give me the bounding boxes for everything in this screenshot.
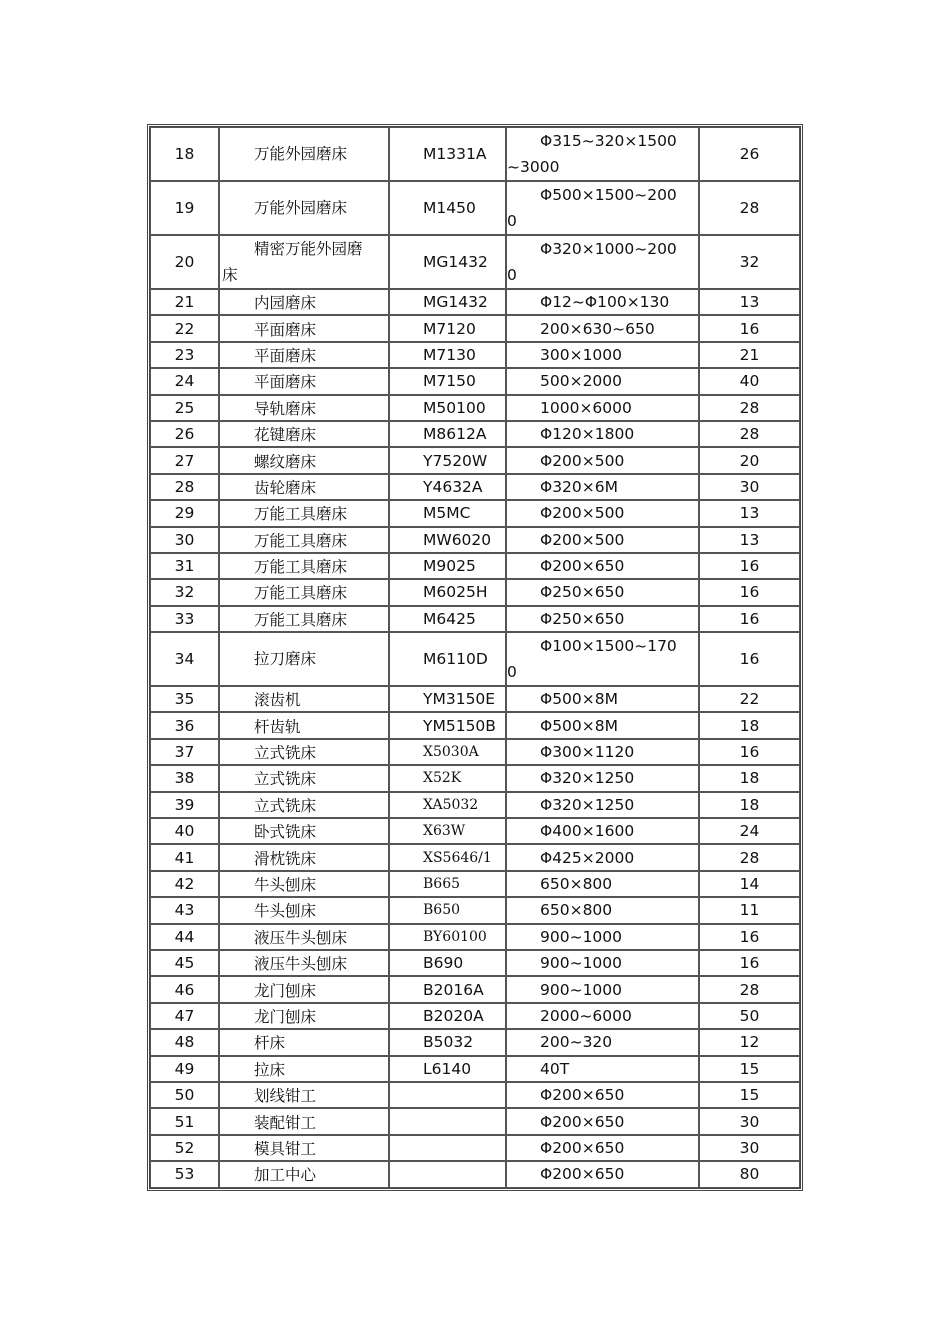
table-row xyxy=(150,500,800,526)
machine-name: 加工中心 xyxy=(219,1161,389,1187)
machine-value: 50 xyxy=(699,1003,800,1029)
machine-model: M9025 xyxy=(389,553,506,579)
table-row xyxy=(150,447,800,473)
table-row xyxy=(150,1003,800,1029)
machine-name: 内园磨床 xyxy=(219,289,389,315)
table-row xyxy=(150,871,800,897)
machine-name: 杆床 xyxy=(219,1029,389,1055)
machine-spec: Φ320×1250 xyxy=(506,792,699,818)
table-row xyxy=(150,181,800,235)
machine-model: M1331A xyxy=(389,127,506,181)
machine-model xyxy=(389,1161,506,1187)
machine-value: 28 xyxy=(699,976,800,1002)
row-number: 18 xyxy=(150,127,219,181)
row-number: 39 xyxy=(150,792,219,818)
machine-model: X52K xyxy=(389,765,506,791)
table-row xyxy=(150,897,800,923)
machine-value: 30 xyxy=(699,474,800,500)
row-number: 28 xyxy=(150,474,219,500)
machine-value: 30 xyxy=(699,1108,800,1134)
row-number: 19 xyxy=(150,181,219,235)
machine-model: B2016A xyxy=(389,976,506,1002)
row-number: 29 xyxy=(150,500,219,526)
row-number: 26 xyxy=(150,421,219,447)
table-row xyxy=(150,368,800,394)
spec-line: Φ320×1000~200 xyxy=(540,240,677,258)
row-number: 25 xyxy=(150,395,219,421)
table-row xyxy=(150,924,800,950)
machine-value: 12 xyxy=(699,1029,800,1055)
table-row xyxy=(150,235,800,289)
machine-spec: 900~1000 xyxy=(506,924,699,950)
row-number: 36 xyxy=(150,712,219,738)
table-row xyxy=(150,712,800,738)
machine-value: 24 xyxy=(699,818,800,844)
machine-spec: Φ400×1600 xyxy=(506,818,699,844)
machine-value: 30 xyxy=(699,1135,800,1161)
machine-spec: 300×1000 xyxy=(506,342,699,368)
row-number: 41 xyxy=(150,844,219,870)
machine-value: 18 xyxy=(699,765,800,791)
machine-spec xyxy=(506,181,699,235)
machine-model: B2020A xyxy=(389,1003,506,1029)
machine-spec: Φ200×650 xyxy=(506,1161,699,1187)
machine-name: 导轨磨床 xyxy=(219,395,389,421)
machine-name xyxy=(219,235,389,289)
table-row xyxy=(150,606,800,632)
machine-value: 21 xyxy=(699,342,800,368)
machine-value: 28 xyxy=(699,421,800,447)
machine-spec: 200×630~650 xyxy=(506,315,699,341)
table-row xyxy=(150,421,800,447)
table-row xyxy=(150,686,800,712)
machine-model xyxy=(389,1135,506,1161)
spec-line: Φ315~320×1500 xyxy=(540,132,677,150)
machine-name: 装配钳工 xyxy=(219,1108,389,1134)
machine-spec: Φ200×650 xyxy=(506,1108,699,1134)
machine-spec: Φ425×2000 xyxy=(506,844,699,870)
spec-line: ~3000 xyxy=(507,158,560,176)
machine-name: 平面磨床 xyxy=(219,368,389,394)
machine-value: 16 xyxy=(699,579,800,605)
row-number: 27 xyxy=(150,447,219,473)
machine-name: 齿轮磨床 xyxy=(219,474,389,500)
machine-model: YM3150E xyxy=(389,686,506,712)
table-row xyxy=(150,976,800,1002)
machine-model: B665 xyxy=(389,871,506,897)
machine-name: 划线钳工 xyxy=(219,1082,389,1108)
machine-model: M7150 xyxy=(389,368,506,394)
machine-value: 16 xyxy=(699,739,800,765)
machine-name: 万能外园磨床 xyxy=(219,181,389,235)
machine-value: 18 xyxy=(699,712,800,738)
machine-spec: Φ500×8M xyxy=(506,712,699,738)
row-number: 50 xyxy=(150,1082,219,1108)
table-row xyxy=(150,739,800,765)
machine-value: 28 xyxy=(699,844,800,870)
machine-name: 立式铣床 xyxy=(219,765,389,791)
machine-spec: Φ200×500 xyxy=(506,527,699,553)
machine-name: 万能工具磨床 xyxy=(219,553,389,579)
machine-name: 花键磨床 xyxy=(219,421,389,447)
machine-value: 22 xyxy=(699,686,800,712)
machine-name: 滚齿机 xyxy=(219,686,389,712)
machine-spec: Φ120×1800 xyxy=(506,421,699,447)
machine-model: B690 xyxy=(389,950,506,976)
row-number: 34 xyxy=(150,632,219,686)
table-row xyxy=(150,1082,800,1108)
machine-name: 卧式铣床 xyxy=(219,818,389,844)
row-number: 23 xyxy=(150,342,219,368)
machine-name: 万能工具磨床 xyxy=(219,579,389,605)
table-row xyxy=(150,1056,800,1082)
row-number: 37 xyxy=(150,739,219,765)
machine-model: M7130 xyxy=(389,342,506,368)
machine-value: 26 xyxy=(699,127,800,181)
machine-name: 万能工具磨床 xyxy=(219,527,389,553)
spec-line: Φ500×1500~200 xyxy=(540,186,677,204)
row-number: 35 xyxy=(150,686,219,712)
row-number: 24 xyxy=(150,368,219,394)
machine-spec xyxy=(506,632,699,686)
machine-name: 龙门刨床 xyxy=(219,1003,389,1029)
machine-name: 牛头刨床 xyxy=(219,871,389,897)
machine-spec: Φ200×650 xyxy=(506,1135,699,1161)
machine-value: 16 xyxy=(699,632,800,686)
machine-model: M5MC xyxy=(389,500,506,526)
machine-spec: Φ200×650 xyxy=(506,1082,699,1108)
name-line: 床 xyxy=(222,266,238,284)
machine-model: MW6020 xyxy=(389,527,506,553)
machine-model xyxy=(389,1108,506,1134)
machine-name: 拉刀磨床 xyxy=(219,632,389,686)
machine-value: 32 xyxy=(699,235,800,289)
spec-line: 0 xyxy=(507,212,517,230)
row-number: 40 xyxy=(150,818,219,844)
equipment-table xyxy=(147,124,803,1191)
machine-spec: 500×2000 xyxy=(506,368,699,394)
row-number: 42 xyxy=(150,871,219,897)
machine-spec: Φ250×650 xyxy=(506,606,699,632)
row-number: 46 xyxy=(150,976,219,1002)
row-number: 52 xyxy=(150,1135,219,1161)
machine-name: 立式铣床 xyxy=(219,792,389,818)
machine-spec: Φ300×1120 xyxy=(506,739,699,765)
machine-spec: Φ200×650 xyxy=(506,553,699,579)
machine-spec: Φ320×1250 xyxy=(506,765,699,791)
machine-spec: 900~1000 xyxy=(506,950,699,976)
machine-model: B5032 xyxy=(389,1029,506,1055)
machine-name: 滑枕铣床 xyxy=(219,844,389,870)
machine-model: Y7520W xyxy=(389,447,506,473)
machine-spec xyxy=(506,127,699,181)
row-number: 43 xyxy=(150,897,219,923)
machine-model: X5030A xyxy=(389,739,506,765)
table-row xyxy=(150,127,800,181)
table-row xyxy=(150,844,800,870)
machine-value: 16 xyxy=(699,924,800,950)
machine-spec: 2000~6000 xyxy=(506,1003,699,1029)
machine-spec: Φ320×6M xyxy=(506,474,699,500)
machine-model: M7120 xyxy=(389,315,506,341)
row-number: 32 xyxy=(150,579,219,605)
machine-spec: 900~1000 xyxy=(506,976,699,1002)
table-row xyxy=(150,342,800,368)
row-number: 30 xyxy=(150,527,219,553)
machine-model: M6110D xyxy=(389,632,506,686)
row-number: 22 xyxy=(150,315,219,341)
machine-spec: 40T xyxy=(506,1056,699,1082)
machine-name: 平面磨床 xyxy=(219,342,389,368)
machine-model: X63W xyxy=(389,818,506,844)
table-row xyxy=(150,1029,800,1055)
table-row xyxy=(150,579,800,605)
table-row xyxy=(150,818,800,844)
table-row xyxy=(150,1161,800,1187)
machine-name: 万能工具磨床 xyxy=(219,500,389,526)
machine-spec: 1000×6000 xyxy=(506,395,699,421)
machine-spec: Φ500×8M xyxy=(506,686,699,712)
machine-value: 28 xyxy=(699,181,800,235)
row-number: 33 xyxy=(150,606,219,632)
machine-name: 螺纹磨床 xyxy=(219,447,389,473)
row-number: 45 xyxy=(150,950,219,976)
machine-model: Y4632A xyxy=(389,474,506,500)
row-number: 51 xyxy=(150,1108,219,1134)
machine-model: XS5646/1 xyxy=(389,844,506,870)
row-number: 21 xyxy=(150,289,219,315)
machine-model: XA5032 xyxy=(389,792,506,818)
machine-value: 14 xyxy=(699,871,800,897)
row-number: 48 xyxy=(150,1029,219,1055)
table-row xyxy=(150,315,800,341)
machine-value: 13 xyxy=(699,500,800,526)
machine-name: 液压牛头刨床 xyxy=(219,950,389,976)
machine-value: 15 xyxy=(699,1082,800,1108)
machine-model: MG1432 xyxy=(389,289,506,315)
machine-value: 16 xyxy=(699,553,800,579)
row-number: 38 xyxy=(150,765,219,791)
machine-model: BY60100 xyxy=(389,924,506,950)
table-row xyxy=(150,1108,800,1134)
name-line: 精密万能外园磨 xyxy=(254,240,363,258)
row-number: 53 xyxy=(150,1161,219,1187)
machine-spec: 200~320 xyxy=(506,1029,699,1055)
table-row xyxy=(150,765,800,791)
machine-name: 平面磨床 xyxy=(219,315,389,341)
table-row xyxy=(150,289,800,315)
spec-line: Φ100×1500~170 xyxy=(540,637,677,656)
machine-value: 16 xyxy=(699,950,800,976)
machine-value: 28 xyxy=(699,395,800,421)
machine-name: 拉床 xyxy=(219,1056,389,1082)
machine-value: 20 xyxy=(699,447,800,473)
machine-value: 16 xyxy=(699,606,800,632)
table-row xyxy=(150,792,800,818)
machine-value: 40 xyxy=(699,368,800,394)
machine-model: M8612A xyxy=(389,421,506,447)
machine-model: M6425 xyxy=(389,606,506,632)
row-number: 49 xyxy=(150,1056,219,1082)
table-row xyxy=(150,553,800,579)
machine-model xyxy=(389,1082,506,1108)
row-number: 31 xyxy=(150,553,219,579)
spec-line: 0 xyxy=(507,663,517,682)
machine-name: 牛头刨床 xyxy=(219,897,389,923)
machine-model: M50100 xyxy=(389,395,506,421)
row-number: 47 xyxy=(150,1003,219,1029)
machine-value: 13 xyxy=(699,289,800,315)
table-row xyxy=(150,395,800,421)
machine-name: 立式铣床 xyxy=(219,739,389,765)
table-row xyxy=(150,527,800,553)
row-number: 20 xyxy=(150,235,219,289)
machine-spec: Φ250×650 xyxy=(506,579,699,605)
machine-name: 杆齿轨 xyxy=(219,712,389,738)
machine-spec: 650×800 xyxy=(506,897,699,923)
machine-value: 16 xyxy=(699,315,800,341)
machine-value: 13 xyxy=(699,527,800,553)
machine-spec: 650×800 xyxy=(506,871,699,897)
table-row xyxy=(150,1135,800,1161)
machine-spec: Φ200×500 xyxy=(506,447,699,473)
machine-model: MG1432 xyxy=(389,235,506,289)
machine-model: YM5150B xyxy=(389,712,506,738)
table-row xyxy=(150,632,800,686)
machine-name: 万能外园磨床 xyxy=(219,127,389,181)
machine-model: B650 xyxy=(389,897,506,923)
machine-value: 15 xyxy=(699,1056,800,1082)
machine-model: L6140 xyxy=(389,1056,506,1082)
machine-spec xyxy=(506,235,699,289)
machine-name: 液压牛头刨床 xyxy=(219,924,389,950)
machine-spec: Φ12~Φ100×130 xyxy=(506,289,699,315)
machine-value: 11 xyxy=(699,897,800,923)
machine-name: 龙门刨床 xyxy=(219,976,389,1002)
machine-name: 万能工具磨床 xyxy=(219,606,389,632)
spec-line: 0 xyxy=(507,266,517,284)
table-row xyxy=(150,474,800,500)
machine-model: M6025H xyxy=(389,579,506,605)
table-row xyxy=(150,950,800,976)
machine-value: 18 xyxy=(699,792,800,818)
machine-spec: Φ200×500 xyxy=(506,500,699,526)
table xyxy=(150,127,800,1188)
machine-model: M1450 xyxy=(389,181,506,235)
row-number: 44 xyxy=(150,924,219,950)
machine-name: 模具钳工 xyxy=(219,1135,389,1161)
machine-value: 80 xyxy=(699,1161,800,1187)
